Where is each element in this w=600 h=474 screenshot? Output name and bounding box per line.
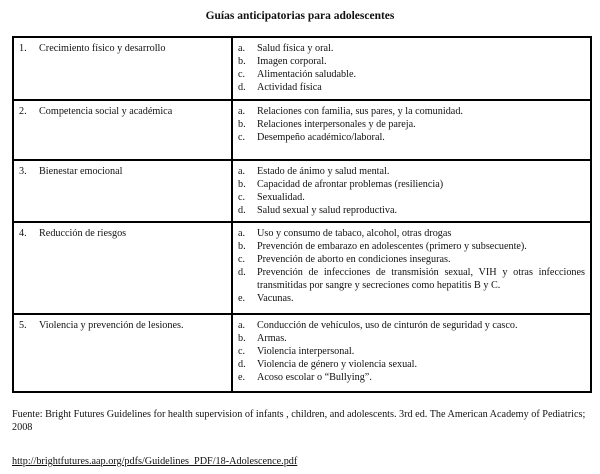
topic-number: 5.: [19, 320, 27, 331]
guidance-table: [12, 36, 592, 393]
topic-cell: [13, 222, 232, 314]
topic-cell: [13, 37, 232, 100]
list-item-marker: c.: [238, 254, 246, 265]
list-item: [238, 240, 585, 253]
list-item: [238, 266, 585, 292]
list-item: [238, 68, 585, 81]
list-item-text: Conducción de vehículos, uso de cinturón de seguridad y casco.: [257, 320, 518, 331]
table-row: [13, 160, 591, 222]
list-item: [238, 292, 585, 305]
list-item: [238, 227, 585, 240]
list-item-text: Uso y consumo de tabaco, alcohol, otras drogas: [257, 228, 452, 239]
list-item-text: Vacunas.: [257, 293, 294, 304]
list-item-text: Estado de ánimo y salud mental.: [257, 166, 390, 177]
list-item-marker: b.: [238, 333, 246, 344]
topic-number: 1.: [19, 43, 27, 54]
list-item: [238, 105, 585, 118]
list-item-text: Prevención de aborto en condiciones inseguras.: [257, 254, 451, 265]
list-item-marker: b.: [238, 56, 246, 67]
list-item-marker: d.: [238, 82, 246, 93]
list-item-text: Acoso escolar o “Bullying”.: [257, 372, 372, 383]
list-item: [238, 118, 585, 131]
document-title: Guías anticipatorias para adolescentes: [205, 10, 395, 22]
list-item-marker: d.: [238, 267, 246, 278]
items-cell: [232, 222, 591, 314]
list-item-marker: c.: [238, 192, 246, 203]
topic-label: Violencia y prevención de lesiones.: [39, 320, 184, 331]
list-item-marker: e.: [238, 372, 246, 383]
list-item-marker: d.: [238, 359, 246, 370]
list-item-marker: d.: [238, 205, 246, 216]
table-row: [13, 222, 591, 314]
topic-cell: [13, 160, 232, 222]
list-item: [238, 191, 585, 204]
list-item-marker: b.: [238, 241, 246, 252]
list-item-marker: a.: [238, 43, 246, 54]
topic-label: Bienestar emocional: [39, 166, 123, 177]
list-item: [238, 42, 585, 55]
list-item-text: Prevención de infecciones de transmisión sexual, VIH y otras infecciones transmitidas por sangre y secreciones como hepatitis B y C.: [257, 267, 585, 291]
list-item: [238, 55, 585, 68]
topic-number: 4.: [19, 228, 27, 239]
list-item-text: Alimentación saludable.: [257, 69, 357, 80]
list-item-marker: a.: [238, 166, 246, 177]
topic-label: Competencia social y académica: [39, 106, 173, 117]
list-item-text: Desempeño académico/laboral.: [257, 132, 385, 143]
list-item: [238, 358, 585, 371]
topic-label: Reducción de riesgos: [39, 228, 127, 239]
list-item-text: Violencia de género y violencia sexual.: [257, 359, 418, 370]
topic-label: Crecimiento físico y desarrollo: [39, 43, 166, 54]
list-item-marker: b.: [238, 179, 246, 190]
list-item: [238, 253, 585, 266]
topic-cell: [13, 314, 232, 392]
items-cell: [232, 160, 591, 222]
list-item: [238, 131, 585, 144]
list-item-text: Violencia interpersonal.: [257, 346, 355, 357]
source-citation: Fuente: Bright Futures Guidelines for health supervision of infants , children, and adolescents. 3rd ed. The American Academy of Pediatrics; 2008: [12, 409, 586, 433]
list-item-text: Armas.: [257, 333, 287, 344]
list-item-marker: a.: [238, 228, 246, 239]
list-item-marker: e.: [238, 293, 246, 304]
list-item: [238, 204, 585, 217]
topic-number: 2.: [19, 106, 27, 117]
table-row: [13, 100, 591, 160]
list-item-marker: a.: [238, 320, 246, 331]
list-item-text: Relaciones con familia, sus pares, y la comunidad.: [257, 106, 463, 117]
items-cell: [232, 314, 591, 392]
list-item-text: Imagen corporal.: [257, 56, 327, 67]
list-item-marker: a.: [238, 106, 246, 117]
list-item: [238, 81, 585, 94]
list-item: [238, 332, 585, 345]
list-item: [238, 165, 585, 178]
table-row: [13, 37, 591, 100]
items-cell: [232, 100, 591, 160]
list-item-marker: b.: [238, 119, 246, 130]
list-item-text: Salud sexual y salud reproductiva.: [257, 205, 398, 216]
topic-cell: [13, 100, 232, 160]
list-item-marker: c.: [238, 69, 246, 80]
topic-number: 3.: [19, 166, 27, 177]
list-item: [238, 319, 585, 332]
list-item-text: Relaciones interpersonales y de pareja.: [257, 119, 416, 130]
table-row: [13, 314, 591, 392]
list-item-text: Prevención de embarazo en adolescentes (primero y subsecuente).: [257, 241, 527, 252]
source-link[interactable]: http://brightfutures.aap.org/pdfs/Guidelines_PDF/18-Adolescence.pdf: [12, 456, 298, 467]
list-item-marker: c.: [238, 132, 246, 143]
list-item: [238, 178, 585, 191]
list-item-text: Salud física y oral.: [257, 43, 334, 54]
list-item-text: Actividad física: [257, 82, 322, 93]
list-item: [238, 371, 585, 384]
items-cell: [232, 37, 591, 100]
list-item: [238, 345, 585, 358]
list-item-text: Capacidad de afrontar problemas (resiliencia): [257, 179, 444, 190]
list-item-marker: c.: [238, 346, 246, 357]
list-item-text: Sexualidad.: [257, 192, 305, 203]
